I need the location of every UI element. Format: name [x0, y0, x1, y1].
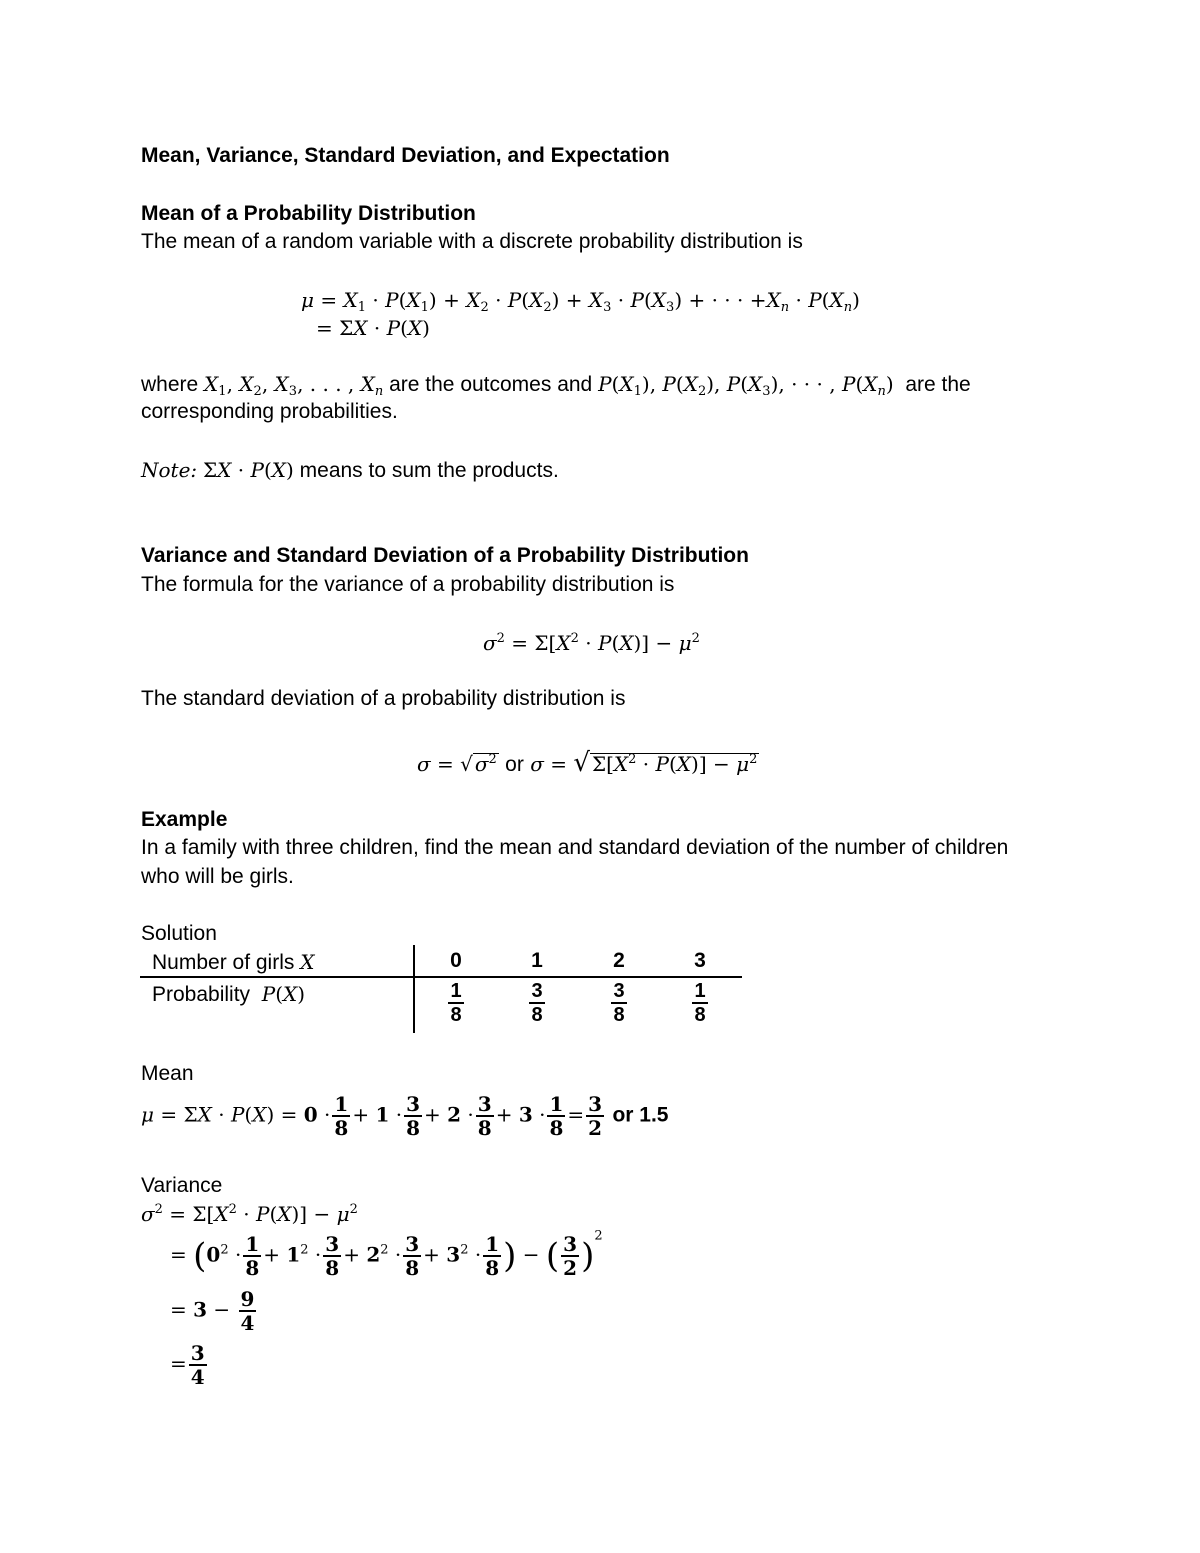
variance-label: Variance: [141, 1174, 223, 1197]
variance-step4: = $\frac{3}{4}$: [170, 1341, 205, 1389]
example-problem-line1: In a family with three children, find the mean and standard deviation of the number of children: [141, 836, 1009, 859]
mean-formula-line1: $\mu = X_1 \cdot P(X_1) + X_2 \cdot P(X_2) + X_3 \cdot P(X_3)$ + · · · $+X_n \cdot P(X_n)$: [301, 288, 860, 315]
note-label: Note:: [141, 458, 198, 482]
table-cell-x: 0: [450, 949, 462, 972]
sd-intro: The standard deviation of a probability distribution is: [141, 687, 626, 710]
mean-heading: Mean of a Probability Distribution: [141, 202, 476, 225]
table-cell-x: 1: [531, 949, 543, 972]
example-heading: Example: [141, 808, 228, 831]
example-problem-line2: who will be girls.: [141, 865, 294, 888]
table-cell-x: 3: [694, 949, 706, 972]
mean-intro: The mean of a random variable with a discrete probability distribution is: [141, 230, 803, 253]
table-row-p-header: Probability P(X): [152, 982, 306, 1006]
variance-step2: = ($0^2$ · $\frac{1}{8}$ + $1^2$ · $\frac{3}{8}$ + $2^2$ · $\frac{3}{8}$ + $3^2$ · $\frac{1}{8}$ ) − ( $\frac{3}{2}$ )$^2$: [170, 1228, 603, 1280]
note-text: means to sum the products.: [299, 459, 559, 482]
mean-or-value: or 1.5: [612, 1103, 669, 1127]
table-cell-x: 2: [613, 949, 625, 972]
where-line1: where $X_1$, $X_2$, $X_3$, . . . , $X_n$ are the outcomes and $P(X_1)$, $P(X_2)$, $P(X_3)$, · · · , $P(X_n)$ are the: [141, 372, 971, 399]
solution-label: Solution: [141, 922, 217, 945]
table-row-x-header: Number of girls X: [152, 950, 315, 974]
table-divider-horizontal: [140, 976, 742, 978]
where-line2: corresponding probabilities.: [141, 400, 398, 423]
table-cell-p: $\frac{1}{8}$: [694, 980, 706, 1026]
table-divider-vertical: [413, 945, 415, 1033]
variance-heading: Variance and Standard Deviation of a Probability Distribution: [141, 544, 749, 567]
table-cell-p: $\frac{1}{8}$: [450, 980, 462, 1026]
variance-formula: $\sigma^2 = \Sigma[X^2 \cdot P(X)] - \mu^2$: [483, 631, 700, 655]
variance-intro: The formula for the variance of a probability distribution is: [141, 573, 675, 596]
mean-label: Mean: [141, 1062, 194, 1085]
sd-or: or: [505, 753, 524, 776]
variance-step3: = 3 − $\frac{9}{4}$: [170, 1287, 255, 1335]
probability-table: [140, 945, 742, 1035]
sd-formula: σ = √ $\sigma^2$ or σ = √ $\Sigma[X^2 \cdot P(X)] - \mu^2$: [417, 748, 758, 778]
page-title: Mean, Variance, Standard Deviation, and Expectation: [141, 144, 670, 167]
variance-step1: $\sigma^2 = \Sigma[X^2 \cdot P(X)] - \mu^2$: [141, 1202, 358, 1226]
note: Note: ΣX · P(X) means to sum the products.: [141, 458, 559, 482]
mean-computation: μ = ΣX · P(X) = 0 · $\frac{1}{8}$ + 1 · $\frac{3}{8}$ + 2 · $\frac{3}{8}$ + 3 · $\frac{1}{8}$ = $\frac{3}{2}$ or 1.5: [141, 1092, 669, 1140]
mean-formula-line2: = ΣX · P(X): [316, 316, 430, 340]
table-cell-p: $\frac{3}{8}$: [613, 980, 625, 1026]
table-cell-p: $\frac{3}{8}$: [531, 980, 543, 1026]
